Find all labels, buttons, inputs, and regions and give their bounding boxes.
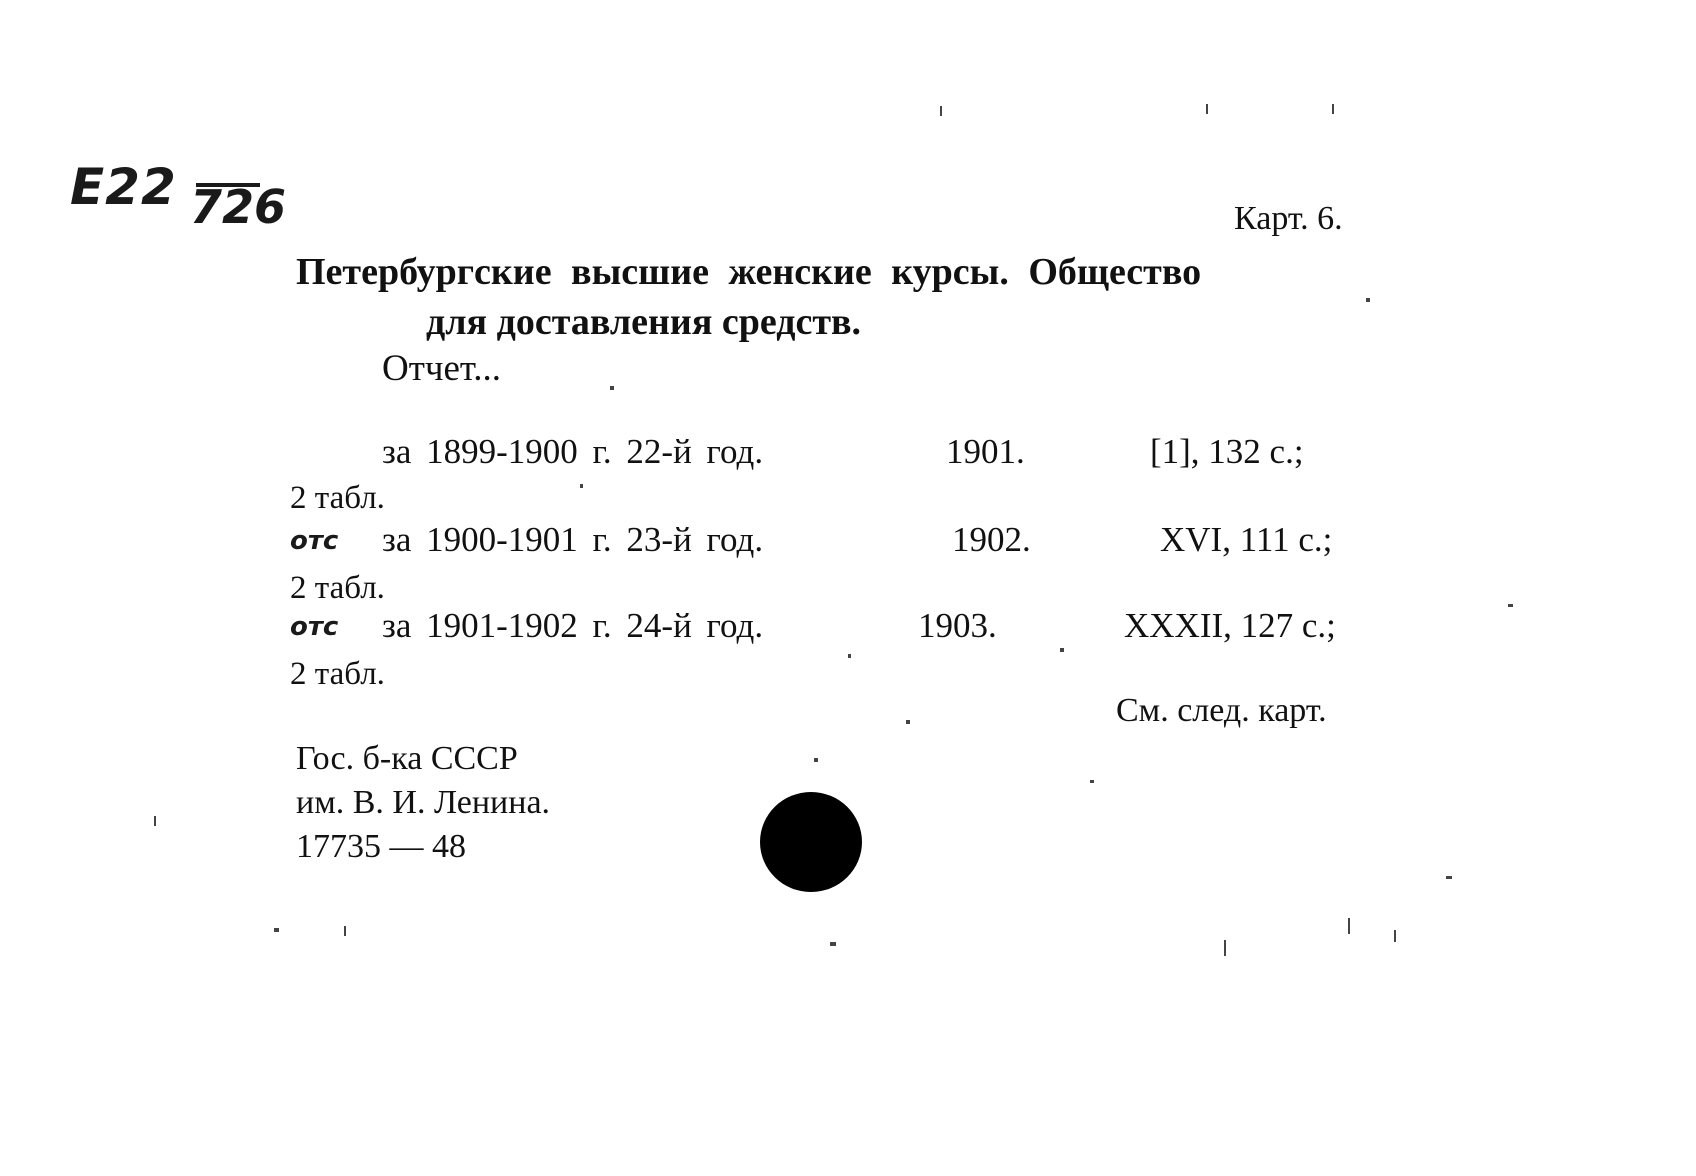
scan-speck — [1090, 780, 1094, 783]
call-number-top: E22 — [70, 158, 177, 216]
subtitle: Отчет... — [382, 348, 502, 389]
scan-speck — [848, 654, 851, 658]
scan-speck — [814, 758, 818, 762]
see-next-card: См. след. карт. — [1116, 692, 1327, 729]
scan-speck — [830, 942, 836, 946]
scan-speck — [940, 106, 942, 116]
entry-pages: XXXII, 127 с.; — [1124, 606, 1336, 645]
entry-title: за 1900-1901 г. 23-й год. — [382, 520, 764, 559]
scan-speck — [154, 816, 156, 826]
scan-speck — [1394, 930, 1396, 942]
scan-speck — [1508, 604, 1513, 607]
entry-tables: 2 табл. — [290, 480, 385, 516]
scan-speck — [1224, 940, 1226, 956]
entry-mark: отс — [290, 612, 339, 642]
entry-pages: [1], 132 с.; — [1150, 432, 1304, 471]
library-line-2: им. В. И. Ленина. — [296, 784, 551, 821]
scan-speck — [1366, 298, 1370, 302]
heading-line-2: для доставления средств. — [426, 301, 862, 343]
entry-tables: 2 табл. — [290, 656, 385, 692]
entry-tables: 2 табл. — [290, 570, 385, 606]
scan-speck — [1446, 876, 1452, 879]
entry-mark: отс — [290, 526, 339, 556]
punch-hole — [760, 792, 862, 892]
call-number-bottom: 726 — [190, 180, 287, 234]
scan-speck — [1332, 104, 1334, 114]
scan-speck — [274, 928, 279, 932]
scan-speck — [580, 484, 583, 488]
entry-title: за 1899-1900 г. 22-й год. — [382, 432, 764, 471]
library-line-3: 17735 — 48 — [296, 828, 466, 865]
heading-line-1: Петербургские высшие женские курсы. Общество — [296, 251, 1202, 293]
scan-speck — [906, 720, 910, 724]
library-line-1: Гос. б-ка СССР — [296, 740, 518, 777]
entry-year: 1902. — [952, 520, 1031, 559]
entry-year: 1901. — [946, 432, 1025, 471]
entry-year: 1903. — [918, 606, 997, 645]
scan-speck — [1348, 918, 1350, 934]
card-number: Карт. 6. — [1234, 200, 1343, 237]
entry-pages: XVI, 111 с.; — [1160, 520, 1333, 559]
scan-speck — [1060, 648, 1064, 652]
scan-speck — [344, 926, 346, 936]
entry-title: за 1901-1902 г. 24-й год. — [382, 606, 764, 645]
scan-speck — [610, 386, 614, 390]
scan-speck — [1206, 104, 1208, 114]
